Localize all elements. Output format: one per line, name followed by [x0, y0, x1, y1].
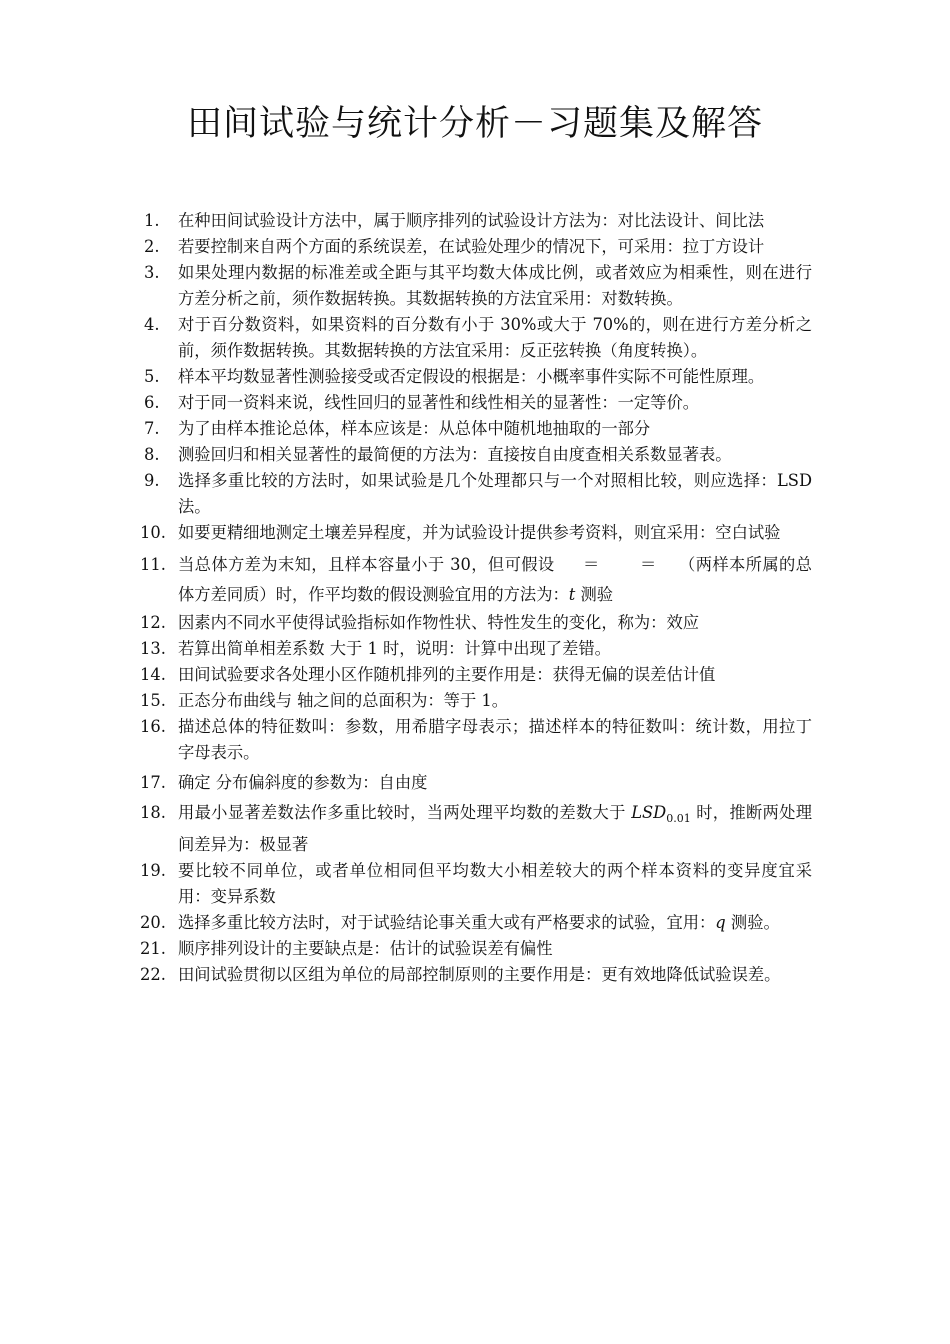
item-text: 若要控制来自两个方面的系统误差，在试验处理少的情况下，可采用：拉丁方设计 [178, 237, 765, 256]
list-item-8 [140, 442, 812, 468]
equals-sign: ＝ [639, 555, 657, 574]
item-number: 17. [140, 773, 166, 792]
equals-sign: ＝ [582, 555, 600, 574]
item-text-part: 当总体方差为末知，且样本容量小于 30，但可假设 [178, 555, 555, 574]
list-item-15 [140, 688, 812, 714]
list-item-13 [140, 636, 812, 662]
item-number: 9. [144, 471, 160, 490]
item-number: 11. [140, 555, 166, 574]
item-text [178, 550, 812, 610]
list-item-4 [140, 312, 812, 364]
item-text: 选择多重比较的方法时，如果试验是几个处理都只与一个对照相比较，则应选择：LSD 法。 [178, 471, 812, 516]
item-text: 对于同一资料来说，线性回归的显著性和线性相关的显著性：一定等价。 [178, 393, 700, 412]
item-text-part: 时，推断两处理间差异为：极显著 [178, 803, 812, 854]
item-number: 2. [144, 237, 160, 256]
item-text: 要比较不同单位，或者单位相同但平均数大小相差较大的两个样本资料的变异度宜采用：变异系数 [178, 861, 812, 906]
item-number: 1. [144, 211, 160, 230]
q-symbol: q [715, 913, 726, 932]
list-item-12 [140, 610, 812, 636]
list-item-20 [140, 910, 812, 936]
item-number: 19. [140, 861, 166, 880]
list-item-22 [140, 962, 812, 988]
list-item-11 [140, 550, 812, 610]
list-item-6 [140, 390, 812, 416]
list-item-1 [140, 208, 812, 234]
item-text: 因素内不同水平使得试验指标如作物性状、特性发生的变化，称为：效应 [178, 613, 700, 632]
list-item-5 [140, 364, 812, 390]
item-number: 12. [140, 613, 166, 632]
item-text: 描述总体的特征数叫：参数，用希腊字母表示；描述样本的特征数叫：统计数，用拉丁字母表示。 [178, 717, 812, 762]
item-number: 16. [140, 717, 166, 736]
t-symbol: t [568, 585, 576, 604]
item-number: 7. [144, 419, 160, 438]
item-number: 15. [140, 691, 166, 710]
item-text: 为了由样本推论总体，样本应该是：从总体中随机地抽取的一部分 [178, 419, 651, 438]
item-number: 20. [140, 913, 166, 932]
item-number: 5. [144, 367, 160, 386]
item-number: 18. [140, 803, 166, 822]
item-text: 如果处理内数据的标准差或全距与其平均数大体成比例，或者效应为相乘性，则在进行方差分析之前，须作数据转换。其数据转换的方法宜采用：对数转换。 [178, 263, 812, 308]
item-number: 21. [140, 939, 166, 958]
item-text: 对于百分数资料，如果资料的百分数有小于 30%或大于 70%的，则在进行方差分析之前，须作数据转换。其数据转换的方法宜采用：反正弦转换（角度转换）。 [178, 315, 812, 360]
item-number: 6. [144, 393, 160, 412]
lsd-symbol: LSD [631, 803, 667, 822]
item-text: 在种田间试验设计方法中，属于顺序排列的试验设计方法为：对比法设计、间比法 [178, 211, 765, 230]
page-title: 田间试验与统计分析－习题集及解答 [186, 104, 763, 144]
item-text: 确定 分布偏斜度的参数为：自由度 [178, 773, 428, 792]
item-text: 田间试验要求各处理小区作随机排列的主要作用是：获得无偏的误差估计值 [178, 665, 716, 684]
item-number: 13. [140, 639, 166, 658]
item-number: 14. [140, 665, 166, 684]
item-text: 测验回归和相关显著性的最简便的方法为：直接按自由度查相关系数显著表。 [178, 445, 732, 464]
item-text-part: （两样本所属的总体方差同质）时，作平均数的假设测验宜用的方法为： [178, 555, 812, 604]
item-text: 顺序排列设计的主要缺点是：估计的试验误差有偏性 [178, 939, 553, 958]
item-number: 3. [144, 263, 160, 282]
item-text: 田间试验贯彻以区组为单位的局部控制原则的主要作用是：更有效地降低试验误差。 [178, 965, 781, 984]
item-number: 4. [144, 315, 160, 334]
item-text-part: 测验。 [725, 913, 780, 932]
lsd-subscript: 0.01 [666, 812, 691, 825]
item-number: 10. [140, 523, 166, 542]
item-text-part: 测验 [575, 585, 614, 604]
list-item-17 [140, 770, 812, 796]
list-item-10 [140, 520, 812, 546]
list-item-7 [140, 416, 812, 442]
item-text: 如要更精细地测定土壤差异程度，并为试验设计提供参考资料，则宜采用：空白试验 [178, 523, 781, 542]
list-item-16 [140, 714, 812, 766]
item-text [178, 800, 812, 858]
item-text: 正态分布曲线与 轴之间的总面积为：等于 1。 [178, 691, 509, 710]
list-item-21 [140, 936, 812, 962]
list-item-9 [140, 468, 812, 520]
list-item-3 [140, 260, 812, 312]
item-text: 样本平均数显著性测验接受或否定假设的根据是：小概率事件实际不可能性原理。 [178, 367, 765, 386]
item-text-part: 用最小显著差数法作多重比较时，当两处理平均数的差数大于 [178, 803, 632, 822]
list-item-2 [140, 234, 812, 260]
item-text: 若算出简单相差系数 大于 1 时，说明：计算中出现了差错。 [178, 639, 611, 658]
item-text [178, 910, 812, 936]
item-number: 22. [140, 965, 166, 984]
question-list [140, 208, 812, 988]
list-item-18 [140, 800, 812, 858]
item-number: 8. [144, 445, 160, 464]
list-item-19 [140, 858, 812, 910]
item-text-part: 选择多重比较方法时，对于试验结论事关重大或有严格要求的试验，宜用： [178, 913, 716, 932]
list-item-14 [140, 662, 812, 688]
